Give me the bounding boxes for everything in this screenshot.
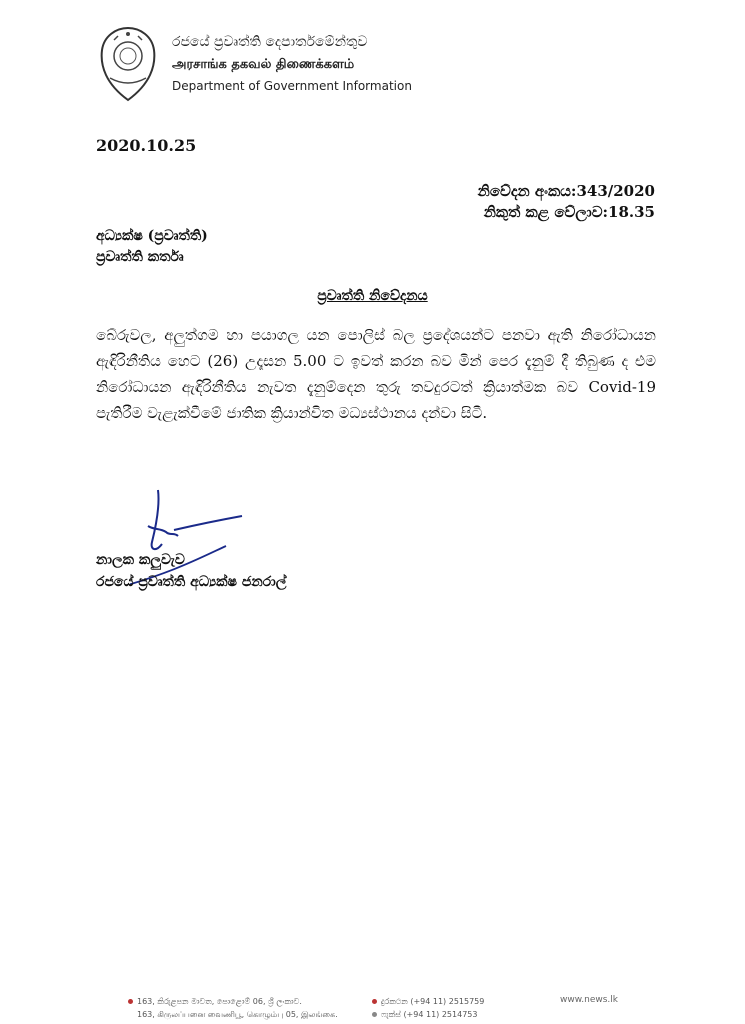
footer-fax: ෆැක්ස් (+94 11) 2514753 [381,1010,478,1019]
body-paragraph: බේරුවල, අලුත්ගම හා පයාගල යන පොලිස් බල ප්‍රදේශයන්ට පනවා ඇති නිරෝධායන ඇඳිරිනීතිය හෙට (26) උදෑසන 5.00 ට ඉවත් කරන බව මින් පෙර දැනුම් දී තිබුණ ද එම නිරෝධායන ඇඳිරිනීතිය නැවත දැනුම්දෙන තුරු තවදුරටත් ක්‍රියාත්මක බව Covid-19 පැතිරීම වැළැක්වීමේ ජාතික ක්‍රියාන්විත මධ්‍යස්ථානය දන්වා සිටී. [96,326,656,422]
signatory-title: රජයේ ප්‍රවෘත්ති අධ්‍යක්ෂ ජනරාල් [96,574,287,590]
release-time: නිකුත් කළ වේලාව:18.35 [483,203,655,221]
signatory-name: නාලක කලුවැව [96,552,185,568]
phone-icon [372,999,377,1004]
footer-website[interactable]: www.news.lk [560,995,618,1005]
document-date: 2020.10.25 [96,136,197,155]
release-number: නිවේදන අංකය:343/2020 [477,182,655,200]
government-emblem-icon [96,26,160,102]
footer-address-line-1: 163, කිරුළපන මාවත, පොළොම් 06, ශ්‍රී ලංකාව. [137,997,302,1006]
footer-address-line-2: 163, கிருலப்பனை வைணிபூ, கொழும்பு 05, இலங்கை. [137,1010,338,1019]
document-heading: ප්‍රවෘත්ති නිවේදනය [317,288,428,304]
letterhead-english: Department of Government Information [172,79,412,93]
footer-phone: දුරකථන (+94 11) 2515759 [381,997,485,1006]
addressee-line-1: අධ්‍යක්ෂ (ප්‍රවෘත්ති) [96,228,208,244]
addressee-line-2: ප්‍රවෘත්ති කර්තෘ [96,249,184,265]
footer-bullet-icon [128,999,133,1004]
letterhead-tamil: அரசாங்க தகவல் திணைக்களம் [172,57,355,72]
letterhead-sinhala: රජයේ ප්‍රවෘත්ති දෙපාර්තමේන්තුව [172,34,368,50]
footer-address [128,995,338,1021]
fax-icon [372,1012,377,1017]
footer-contact [372,995,484,1021]
